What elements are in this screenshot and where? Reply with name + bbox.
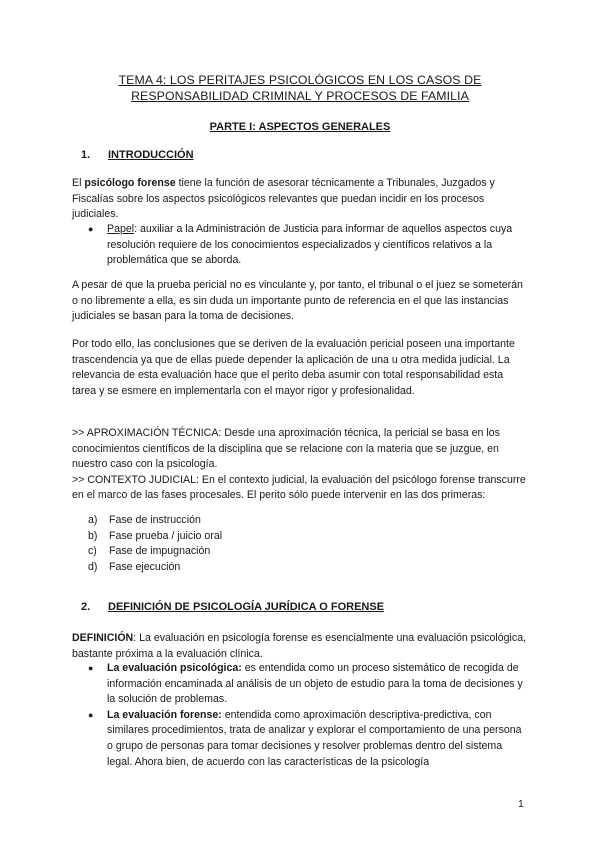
phase-marker: b) [88,529,98,542]
section-2-number: 2. [81,601,91,613]
definition-label: DEFINICIÓN [72,632,134,644]
paragraph-pericial: A pesar de que la prueba pericial no es vinculante y, por tanto, el tribunal o el juez se someterán o no libremente a ella, es sin duda un importante punto de referencia en el que las instancias judiciales se basan para la toma de decisiones. [72,279,523,323]
bullet-text: es entendida como un proceso sistemático de recogida de información encaminada al análisis de un objeto de estudio para la toma de decisiones y la solución de problemas. [107,662,523,706]
phase-marker: d) [88,560,98,573]
bullet-label: La evaluación forense: [107,708,222,721]
definition-text: : La evaluación en psicología forense es esencialmente una evaluación psicológica, bastante próxima a la evaluación clínica. [72,632,527,660]
list-item [88,544,508,560]
aproximacion-tecnica: >> APROXIMACIÓN TÉCNICA: Desde una aproximación técnica, la pericial se basa en los conocimientos científicos de la disciplina que se relacione con la materia que se juzgue, en nuestro caso con la psicología. [72,427,500,471]
list-item [88,708,528,770]
phase-text: Fase prueba / juicio oral [109,529,223,542]
role-text: : auxiliar a la Administración de Justicia para informar de aquellos aspectos cuya resolución requiere de los conocimientos especializados y científicos relativos a la problemática que se aborda. [107,223,513,267]
phase-marker: a) [88,514,98,526]
phase-text: Fase de instrucción [109,514,201,526]
role-bullet-list [88,222,528,269]
title-line-1: TEMA 4: LOS PERITAJES PSICOLÓGICOS EN LOS CASOS DE [118,73,482,87]
document-title [60,72,540,104]
section-1-title: INTRODUCCIÓN [108,149,194,161]
paragraph-conclusiones: Por todo ello, las conclusiones que se deriven de la evaluación pericial poseen una importante trascendencia ya que de ellas puede depender la aplicación de una u otra medida judicial. La relevancia de esta evaluación hace que el perito deba asumir con total responsabilidad esta tarea y se esmere en implementarla con el mayor rigor y profesionalidad. [72,338,515,397]
list-item [88,513,508,529]
paragraph-aproximacion [72,426,528,504]
section-2-title: DEFINICIÓN DE PSICOLOGÍA JURÍDICA O FORENSE [108,601,385,613]
role-label: Papel [107,223,135,235]
title-line-2: RESPONSABILIDAD CRIMINAL Y PROCESOS DE FAMILIA [131,89,469,103]
definition-paragraph [72,631,528,662]
list-item [88,560,508,576]
part-title: PARTE I: ASPECTOS GENERALES [209,121,391,133]
phase-marker: c) [88,545,97,558]
evaluation-bullet-list [88,661,528,770]
section-2-heading [81,601,384,613]
list-item [88,661,528,708]
phase-text: Fase de impugnación [109,545,211,558]
intro-bold-term: psicólogo forense [84,177,176,189]
contexto-judicial: >> CONTEXTO JUDICIAL: En el contexto judicial, la evaluación del psicólogo forense transcurre en el marco de las fases procesales. El perito sólo puede intervenir en las dos primeras: [72,473,526,502]
page-number: 1 [518,798,524,810]
list-item [88,222,528,269]
section-1-number: 1. [81,149,91,161]
section-1-heading [81,149,194,161]
phase-text: Fase ejecución [109,560,181,573]
intro-text-post: tiene la función de asesorar técnicamente a Tribunales, Juzgados y Fiscalías sobre los aspectos psicológicos relevantes que puedan incidir en los procesos judiciales. [72,177,495,221]
phases-list [88,513,508,575]
bullet-label: La evaluación psicológica: [107,662,242,674]
intro-text-pre: El [72,177,85,189]
list-item [88,529,508,545]
intro-paragraph [72,176,528,223]
bullet-text: entendida como aproximación descriptiva-predictiva, con similares procedimientos, trata de analizar y explorar el comportamiento de una persona o grupo de personas para tomar decisiones y resolver problemas dentro del sistema legal. Ahora bien, de acuerdo con las características de la psicología [107,708,522,768]
